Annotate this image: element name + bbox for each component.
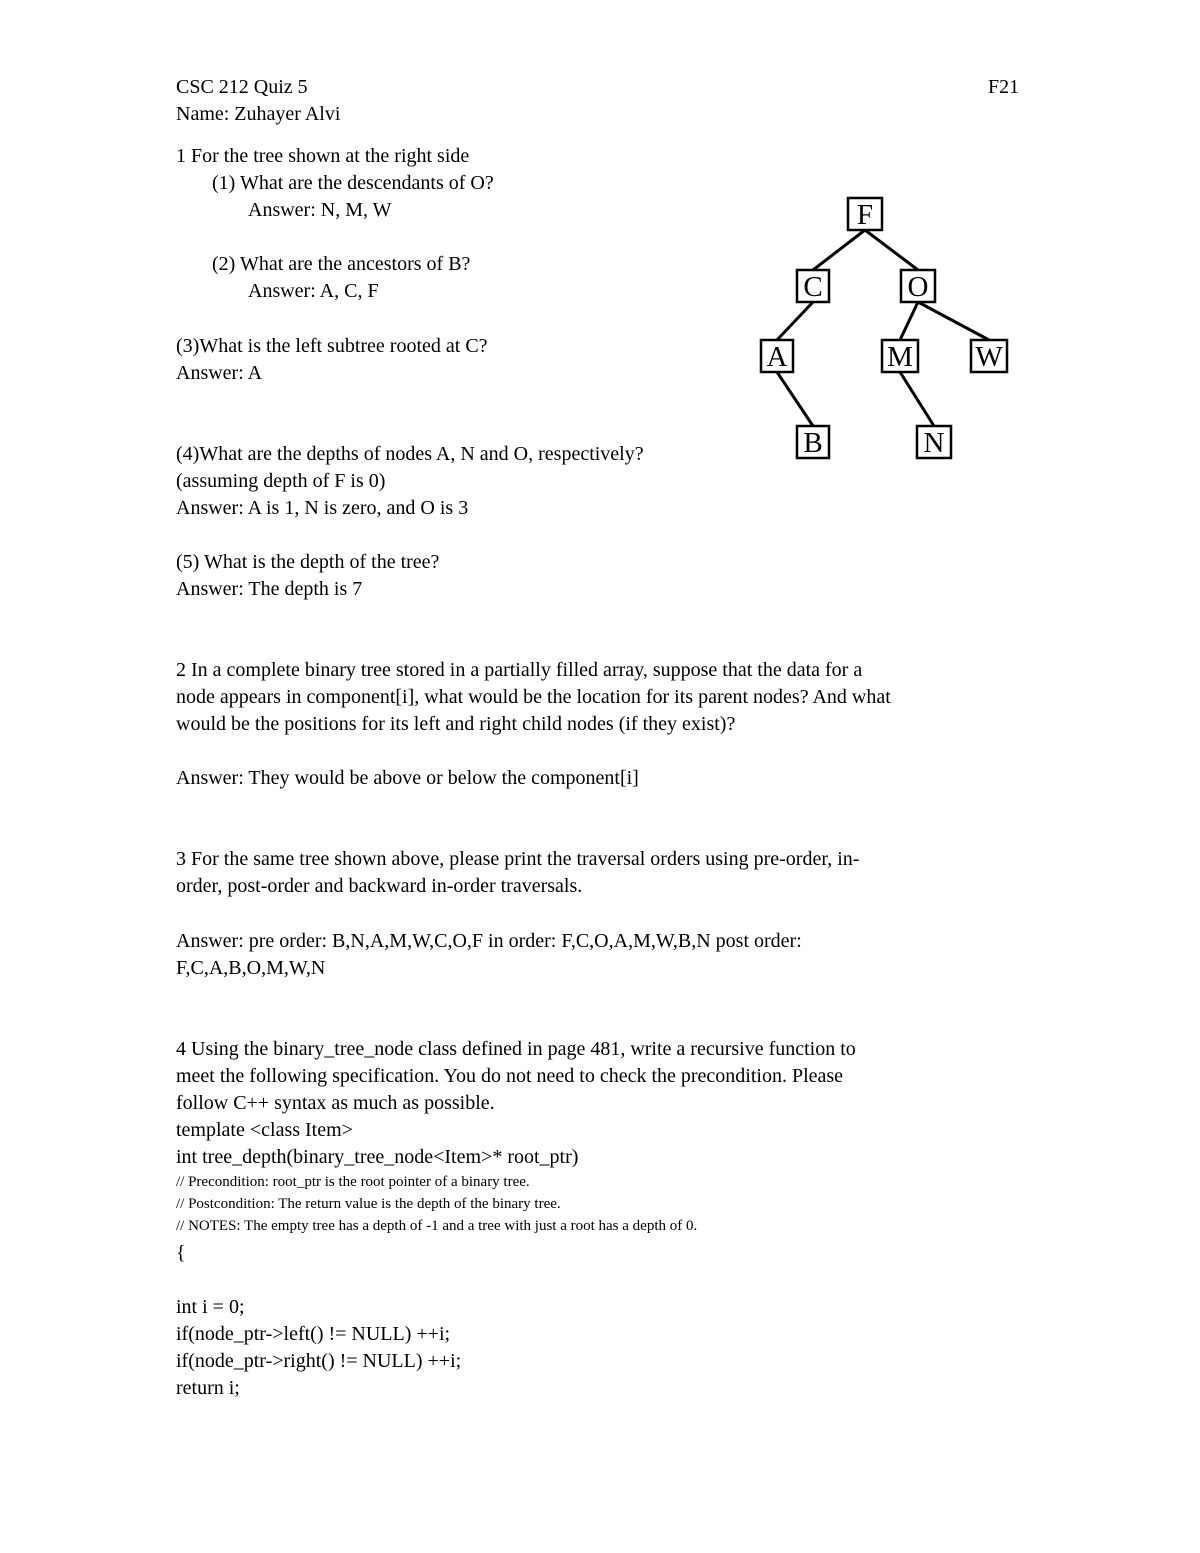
course-title: CSC 212 Quiz 5: [176, 76, 308, 98]
tree-node-b: [797, 426, 829, 459]
tree-edge-o-m: [900, 302, 918, 340]
q1-p5-question: (5) What is the depth of the tree?: [176, 551, 440, 573]
q3-answer-line2: F,C,A,B,O,M,W,N: [176, 957, 326, 979]
tree-node-o: [901, 270, 935, 303]
tree-node-n: [917, 426, 951, 459]
tree-node-label: F: [856, 199, 874, 231]
tree-node-label: O: [907, 271, 929, 303]
q2-line1: 2 In a complete binary tree stored in a partially filled array, suppose that the data for a: [176, 659, 863, 681]
tree-node-c: [797, 270, 829, 303]
q1-p2-question: (2) What are the ancestors of B?: [212, 253, 471, 275]
q4-comment-precondition: // Precondition: root_ptr is the root pointer of a binary tree.: [176, 1174, 530, 1190]
q1-intro: 1 For the tree shown at the right side: [176, 145, 470, 167]
q4-comment-notes: // NOTES: The empty tree has a depth of -1 and a tree with just a root has a depth of 0.: [176, 1218, 698, 1234]
q1-p1-question: (1) What are the descendants of O?: [212, 172, 494, 194]
tree-edge-f-c: [813, 230, 865, 270]
q1-p4-answer: Answer: A is 1, N is zero, and O is 3: [176, 497, 469, 519]
q1-p5-answer: Answer: The depth is 7: [176, 578, 363, 600]
tree-node-label: W: [975, 341, 1003, 373]
q1-p4-question: (4)What are the depths of nodes A, N and O, respectively?: [176, 443, 644, 465]
tree-edge-f-o: [865, 230, 918, 270]
tree-node-label: N: [923, 427, 945, 459]
q4-open-brace: {: [176, 1242, 186, 1264]
tree-node-m: [882, 340, 918, 373]
q4-code-line2: if(node_ptr->left() != NULL) ++i;: [176, 1323, 451, 1345]
q2-answer: Answer: They would be above or below the component[i]: [176, 767, 639, 789]
tree-node-a: [761, 340, 793, 373]
tree-node-w: [971, 340, 1007, 373]
q4-comment-postcondition: // Postcondition: The return value is the depth of the binary tree.: [176, 1196, 561, 1212]
tree-node-label: A: [766, 341, 788, 373]
q3-line2: order, post-order and backward in-order traversals.: [176, 875, 583, 897]
q4-line2: meet the following specification. You do not need to check the precondition. Please: [176, 1065, 844, 1087]
q4-code-signature: int tree_depth(binary_tree_node<Item>* root_ptr): [176, 1146, 579, 1168]
q1-p1-answer: Answer: N, M, W: [248, 199, 392, 221]
student-name: Name: Zuhayer Alvi: [176, 103, 341, 125]
q1-p3-question: (3)What is the left subtree rooted at C?: [176, 335, 488, 357]
q4-code-line1: int i = 0;: [176, 1296, 245, 1318]
q2-line2: node appears in component[i], what would be the location for its parent nodes? And what: [176, 686, 891, 708]
binary-tree-diagram: [0, 0, 1200, 480]
q1-p3-answer: Answer: A: [176, 362, 263, 384]
tree-edge-o-w: [918, 302, 989, 340]
term-label: F21: [988, 76, 1020, 98]
tree-edge-m-n: [900, 372, 934, 426]
q4-line1: 4 Using the binary_tree_node class defined in page 481, write a recursive function to: [176, 1038, 856, 1060]
q3-answer-line1: Answer: pre order: B,N,A,M,W,C,O,F in order: F,C,O,A,M,W,B,N post order:: [176, 930, 802, 952]
tree-node-label: B: [803, 427, 823, 459]
q4-line3: follow C++ syntax as much as possible.: [176, 1092, 495, 1114]
q4-code-line3: if(node_ptr->right() != NULL) ++i;: [176, 1350, 462, 1372]
tree-node-f: [848, 198, 882, 231]
q2-line3: would be the positions for its left and right child nodes (if they exist)?: [176, 713, 736, 735]
tree-node-label: M: [887, 341, 913, 373]
tree-edge-a-b: [777, 372, 813, 426]
q4-code-template: template <class Item>: [176, 1119, 353, 1141]
tree-edge-c-a: [777, 302, 813, 340]
q4-code-line4: return i;: [176, 1377, 240, 1399]
q1-p4-note: (assuming depth of F is 0): [176, 470, 386, 492]
q3-line1: 3 For the same tree shown above, please print the traversal orders using pre-order, in-: [176, 848, 860, 870]
q1-p2-answer: Answer: A, C, F: [248, 280, 379, 302]
tree-node-label: C: [803, 271, 823, 303]
